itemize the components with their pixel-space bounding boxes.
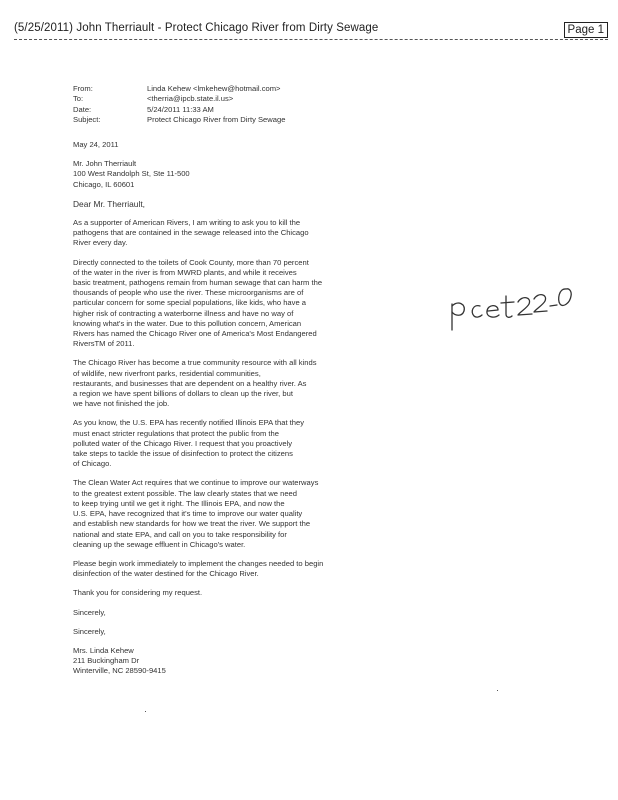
to-row — [73, 94, 285, 104]
letter-paragraph — [73, 358, 373, 409]
paragraph-line: thousands of people who use the river. These microorganisms are of — [73, 288, 304, 298]
signature-block — [73, 646, 373, 677]
recipient-address — [73, 159, 373, 190]
paragraph-line: RiversTM of 2011. — [73, 339, 135, 349]
paragraph-line: we have not finished the job. — [73, 399, 170, 409]
paragraph-line: cleaning up the sewage effluent in Chicago's water. — [73, 539, 246, 549]
paragraph-line: Please begin work immediately to implement the changes needed to begin — [73, 558, 324, 568]
paragraph-line: U.S. EPA, have recognized that it's time to improve our water quality — [73, 509, 303, 519]
signature-line: Mrs. Linda Kehew — [73, 645, 134, 655]
paragraph-line: River every day. — [73, 238, 128, 248]
address-line: Chicago, IL 60601 — [73, 179, 135, 189]
paragraph-line: higher risk of contracting a waterborne illness and have no way of — [73, 308, 294, 318]
letter-paragraph — [73, 559, 373, 579]
subject-value: Protect Chicago River from Dirty Sewage — [147, 115, 286, 125]
letter-paragraph — [73, 588, 373, 598]
email-metadata — [73, 84, 285, 126]
letter-date: May 24, 2011 — [73, 140, 119, 149]
signature-line: 211 Buckingham Dr — [73, 656, 140, 666]
page-number: Page 1 — [564, 22, 608, 38]
paragraph-line: particular concern for some special populations, like kids, who have a — [73, 298, 306, 308]
paragraph-line: to the greatest extent possible. The law clearly states that we need — [73, 488, 298, 498]
date-label: Date: — [73, 104, 92, 114]
letter-paragraph — [73, 608, 373, 618]
paragraph-line: basic treatment, pathogens remain from human sewage that can harm the — [73, 278, 323, 288]
signature-line: Winterville, NC 28590-9415 — [73, 666, 166, 676]
scan-speck — [145, 711, 146, 712]
from-value: Linda Kehew <lmkehew@hotmail.com> — [147, 84, 281, 93]
paragraph-line: and establish new standards for how we treat the river. We support the — [73, 519, 311, 529]
letter-paragraph — [73, 478, 373, 549]
date-row — [73, 105, 285, 115]
paragraph-line: a region we have spent billions of dollars to clean up the river, but — [73, 389, 293, 399]
paragraph-line: of the water in the river is from MWRD plants, and while it receives — [73, 267, 297, 277]
document-title: (5/25/2011) John Therriault - Protect Chicago River from Dirty Sewage — [14, 22, 379, 34]
letter-body — [73, 140, 373, 677]
paragraph-line: As you know, the U.S. EPA has recently notified Illinois EPA that they — [73, 418, 305, 428]
paragraph-line: Sincerely, — [73, 607, 106, 617]
paragraph-line: of wildlife, new riverfront parks, residential communities, — [73, 368, 261, 378]
paragraph-line: As a supporter of American Rivers, I am writing to ask you to kill the — [73, 218, 301, 228]
letter-paragraph — [73, 627, 373, 637]
letter-paragraph — [73, 218, 373, 249]
to-value: <therria@ipcb.state.il.us> — [147, 94, 234, 104]
address-line: 100 West Randolph St, Ste 11-500 — [73, 169, 190, 179]
from-row — [73, 84, 285, 94]
scan-speck — [497, 690, 498, 691]
address-line: Mr. John Therriault — [73, 159, 137, 169]
from-label: From: — [73, 84, 93, 93]
handwritten-note — [448, 278, 578, 334]
subject-label: Subject: — [73, 115, 101, 125]
paragraph-line: Sincerely, — [73, 626, 106, 636]
paragraph-line: of Chicago. — [73, 459, 112, 469]
paragraph-line: polluted water of the Chicago River. I request that you proactively — [73, 438, 293, 448]
paragraph-line: Thank you for considering my request. — [73, 588, 203, 598]
paragraph-line: Directly connected to the toilets of Cook County, more than 70 percent — [73, 257, 309, 267]
paragraph-line: must enact stricter regulations that protect the public from the — [73, 428, 279, 438]
date-value: 5/24/2011 11:33 AM — [147, 104, 214, 114]
salutation: Dear Mr. Therriault, — [73, 198, 145, 209]
paragraph-line: to keep trying until we get it right. The Illinois EPA, and now the — [73, 498, 285, 508]
paragraph-line: The Clean Water Act requires that we continue to improve our waterways — [73, 478, 319, 488]
to-label: To: — [73, 94, 84, 104]
header-divider — [14, 39, 608, 40]
paragraph-line: take steps to tackle the issue of disinfection to protect the citizens — [73, 449, 293, 459]
paragraph-line: The Chicago River has become a true community resource with all kinds — [73, 358, 317, 368]
paragraph-line: national and state EPA, and call on you to take responsibility for — [73, 529, 287, 539]
letter-paragraph — [73, 418, 373, 469]
paragraph-line: knowing what's in the water. Due to this pollution concern, American — [73, 318, 302, 328]
paragraph-line: restaurants, and businesses that are dependent on a healthy river. As — [73, 378, 307, 388]
page-header — [14, 22, 608, 40]
letter-paragraphs — [73, 218, 373, 637]
handwritten-note-drawing — [448, 278, 578, 334]
paragraph-line: disinfection of the water destined for the Chicago River. — [73, 569, 259, 579]
subject-row — [73, 115, 285, 125]
paragraph-line: Rivers has named the Chicago River one of America's Most Endangered — [73, 329, 317, 339]
paragraph-line: pathogens that are contained in the sewage released into the Chicago — [73, 228, 309, 238]
letter-paragraph — [73, 258, 373, 350]
